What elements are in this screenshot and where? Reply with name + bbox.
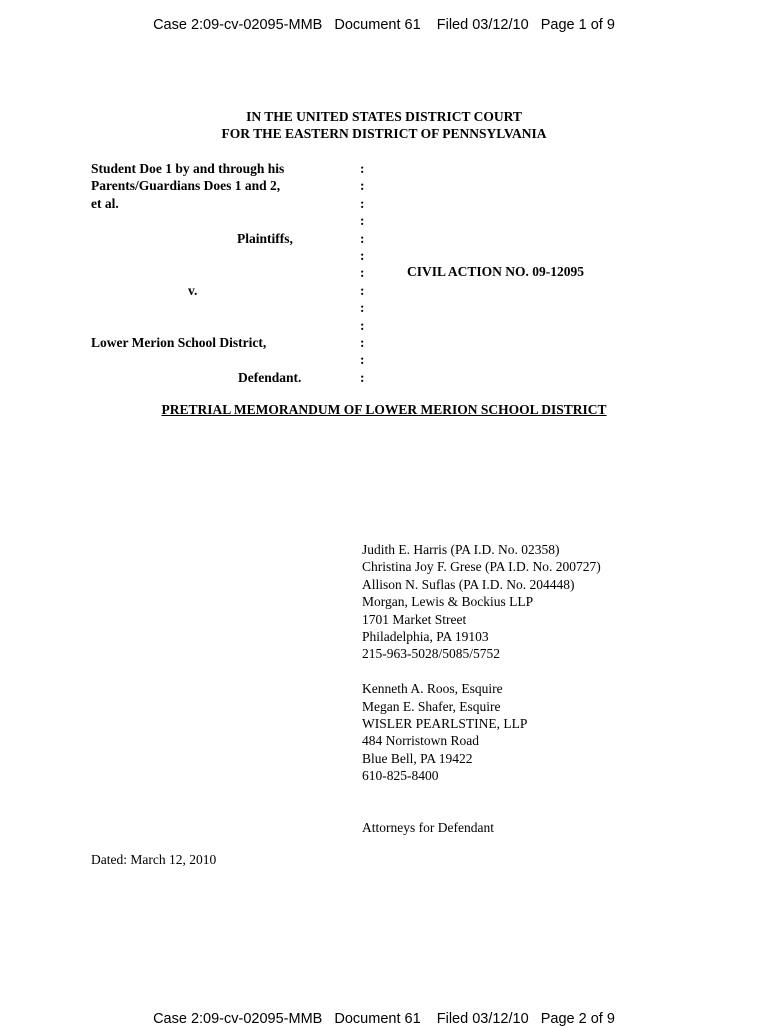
- court-heading: [0, 108, 768, 142]
- attorney-line: Judith E. Harris (PA I.D. No. 02358): [362, 542, 560, 557]
- attorney-line: Allison N. Suflas (PA I.D. No. 204448): [362, 576, 575, 592]
- firm-address-line: 1701 Market Street: [362, 611, 467, 627]
- document-title-text: PRETRIAL MEMORANDUM OF LOWER MERION SCHOOL DISTRICT: [161, 402, 607, 417]
- page-footer-header: Case 2:09-cv-02095-MMB Document 61 Filed 03/12/10 Page 2 of 9: [153, 1011, 615, 1027]
- document-title: [0, 402, 768, 418]
- plaintiff-line-2: Parents/Guardians Does 1 and 2,: [91, 178, 281, 194]
- plaintiffs-label: Plaintiffs,: [237, 230, 293, 246]
- caption-colon: :: [360, 178, 365, 194]
- caption-colon: :: [360, 195, 365, 211]
- dated-line: Dated: March 12, 2010: [91, 852, 217, 867]
- caption-colon: :: [360, 317, 365, 333]
- firm-phone: 215-963-5028/5085/5752: [362, 646, 500, 662]
- attorney-signature-block: [362, 541, 601, 837]
- caption-colon: :: [360, 213, 365, 229]
- plaintiff-line-1: Student Doe 1 by and through his: [91, 161, 285, 176]
- firm-name: Morgan, Lewis & Bockius LLP: [362, 594, 534, 610]
- versus-label: v.: [188, 282, 198, 298]
- caption-colon: :: [360, 265, 365, 281]
- attorney-line: Megan E. Shafer, Esquire: [362, 698, 501, 714]
- attorney-line: Kenneth A. Roos, Esquire: [362, 681, 503, 697]
- caption-colon: :: [360, 247, 365, 263]
- caption-colon: :: [360, 230, 365, 246]
- caption-colon: :: [360, 161, 365, 176]
- page-header: Case 2:09-cv-02095-MMB Document 61 Filed 03/12/10 Page 1 of 9: [153, 17, 615, 33]
- attorney-line: Christina Joy F. Grese (PA I.D. No. 200727): [362, 559, 601, 575]
- caption-colon: :: [360, 300, 365, 316]
- caption-colon: :: [360, 282, 365, 298]
- firm-name: WISLER PEARLSTINE, LLP: [362, 716, 528, 732]
- civil-action-number: CIVIL ACTION NO. 09-12095: [407, 264, 585, 279]
- court-line-2: FOR THE EASTERN DISTRICT OF PENNSYLVANIA: [221, 126, 547, 141]
- defendant-name: Lower Merion School District,: [91, 334, 267, 350]
- firm-address-line: Philadelphia, PA 19103: [362, 629, 489, 645]
- caption-colon: :: [360, 352, 365, 368]
- caption-colon: :: [360, 334, 365, 350]
- firm-address-line: 484 Norristown Road: [362, 733, 479, 749]
- firm-phone: 610-825-8400: [362, 768, 439, 784]
- caption-colon-column: [360, 160, 370, 386]
- court-line-1: IN THE UNITED STATES DISTRICT COURT: [246, 109, 522, 124]
- case-caption-parties: [91, 160, 351, 386]
- caption-colon: :: [360, 369, 365, 385]
- attorney-role: Attorneys for Defendant: [362, 820, 494, 836]
- plaintiff-line-3: et al.: [91, 195, 119, 211]
- firm-address-line: Blue Bell, PA 19422: [362, 750, 473, 766]
- defendant-label: Defendant.: [238, 369, 302, 385]
